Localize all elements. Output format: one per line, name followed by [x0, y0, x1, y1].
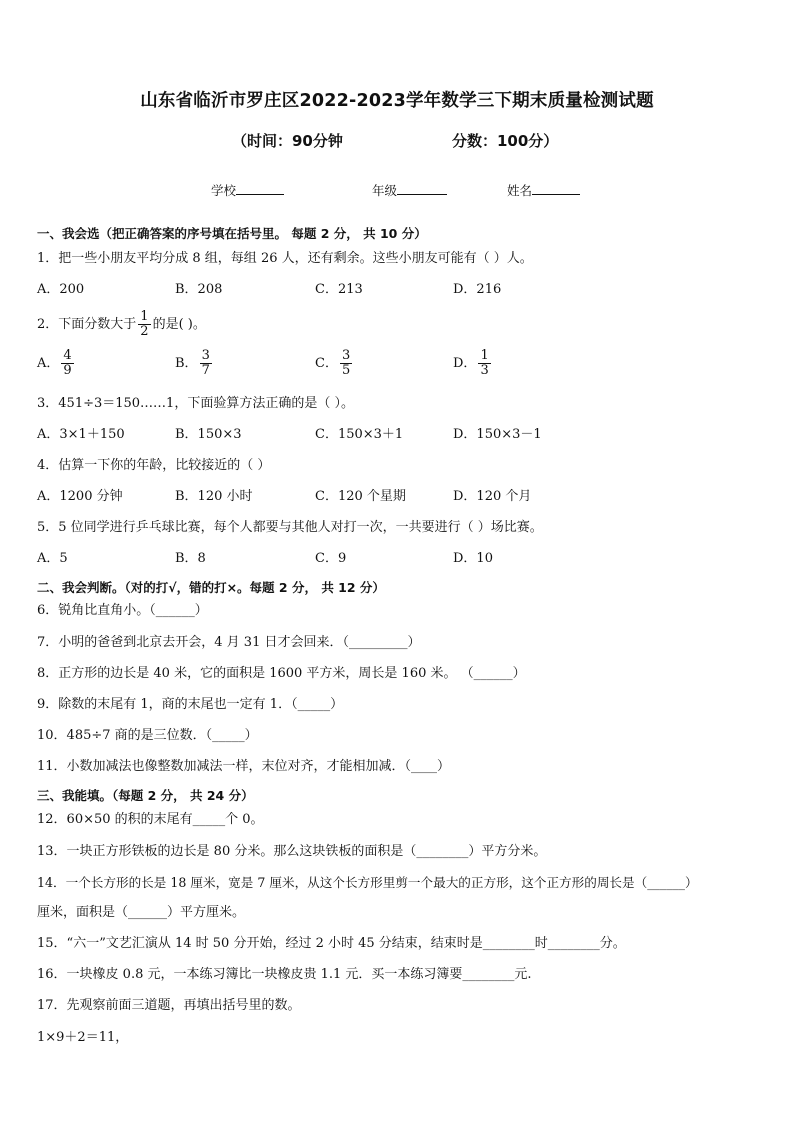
- exam-time: （时间：90分钟: [232, 132, 343, 150]
- name-label: 姓名: [507, 183, 533, 198]
- question-17: 17．先观察前面三道题，再填出括号里的数。: [37, 998, 301, 1013]
- fraction-numerator: 3: [201, 348, 210, 363]
- name-blank[interactable]: [532, 182, 580, 195]
- option-label: D．: [453, 356, 477, 371]
- fraction-numerator: 1: [480, 348, 489, 363]
- fraction-denominator: 2: [140, 324, 149, 339]
- option-label: C．: [315, 356, 338, 371]
- question-3-option-d[interactable]: D．150×3－1: [453, 427, 542, 442]
- question-4-option-b[interactable]: B．120 小时: [175, 489, 253, 504]
- school-label: 学校: [211, 183, 237, 198]
- question-3-stem: 3．451÷3＝150……1，下面验算方法正确的是（ ）。: [37, 396, 354, 411]
- question-5-option-b[interactable]: B．8: [175, 551, 206, 566]
- option-fraction: [340, 349, 352, 378]
- question-3-option-b[interactable]: B．150×3: [175, 427, 242, 442]
- question-4-option-c[interactable]: C．120 个星期: [315, 489, 406, 504]
- page-title: 山东省临沂市罗庄区2022-2023学年数学三下期末质量检测试题: [140, 91, 654, 111]
- fraction-numerator: 3: [341, 348, 351, 363]
- question-8[interactable]: 8．正方形的边长是 40 米，它的面积是 1600 平方米，周长是 160 米。 （______）: [37, 666, 526, 681]
- question-6[interactable]: 6．锐角比直角小。（______）: [37, 603, 208, 618]
- exam-score: 分数：100分）: [452, 132, 559, 150]
- question-2-option-a[interactable]: [37, 349, 76, 378]
- fraction-denominator: 7: [201, 363, 210, 378]
- question-15[interactable]: 15．“六一”文艺汇演从 14 时 50 分开始，经过 2 小时 45 分结束，结束时是________时________分。: [37, 936, 626, 951]
- question-4-option-d[interactable]: D．120 个月: [453, 489, 532, 504]
- option-label: B．: [175, 356, 198, 371]
- question-16[interactable]: 16．一块橡皮 0.8 元，一本练习簿比一块橡皮贵 1.1 元．买一本练习簿要________元.: [37, 967, 532, 982]
- question-2-option-c[interactable]: [315, 349, 354, 378]
- section-heading-choice: 一、我会选（把正确答案的序号填在括号里。 每题 2 分， 共 10 分）: [37, 226, 427, 241]
- question-11[interactable]: 11．小数加减法也像整数加减法一样，末位对齐，才能相加减．（____）: [37, 759, 451, 774]
- school-blank[interactable]: [236, 182, 284, 195]
- question-14-line-2[interactable]: 厘米，面积是（______）平方厘米。: [37, 905, 246, 920]
- fraction-numerator: 1: [140, 309, 149, 324]
- question-5-stem: 5．5 位同学进行乒乓球比赛，每个人都要与其他人对打一次，一共要进行（ ）场比赛。: [37, 520, 543, 535]
- question-9[interactable]: 9．除数的末尾有 1，商的末尾也一定有 1．（_____）: [37, 697, 344, 712]
- question-4-option-a[interactable]: A．1200 分钟: [37, 489, 123, 504]
- option-label: A．: [37, 356, 60, 371]
- question-2-stem-post: 的是( )。: [152, 317, 206, 332]
- question-5-option-a[interactable]: A．5: [37, 551, 68, 566]
- school-field: [211, 181, 284, 199]
- question-5-option-c[interactable]: C．9: [315, 551, 347, 566]
- section-heading-judge: 二、我会判断。（对的打√，错的打×。每题 2 分， 共 12 分）: [37, 580, 385, 595]
- question-17-equation-1: 1×9＋2＝11，: [37, 1030, 129, 1045]
- question-3-option-a[interactable]: A．3×1＋150: [37, 427, 125, 442]
- question-4-stem: 4．估算一下你的年龄，比较接近的（ ）: [37, 458, 271, 473]
- section-heading-fill: 三、我能填。（每题 2 分， 共 24 分）: [37, 788, 254, 803]
- question-1-option-a[interactable]: A．200: [37, 282, 85, 297]
- question-5-option-d[interactable]: D．10: [453, 551, 493, 566]
- fraction-denominator: 5: [341, 363, 351, 378]
- fraction-denominator: 3: [480, 363, 489, 378]
- question-2-option-b[interactable]: [175, 349, 214, 378]
- option-fraction: [61, 349, 73, 378]
- question-1-option-b[interactable]: B．208: [175, 282, 223, 297]
- question-2-option-d[interactable]: [453, 349, 493, 378]
- question-2-stem: [37, 310, 206, 339]
- question-1-option-d[interactable]: D．216: [453, 282, 502, 297]
- option-fraction: [478, 349, 490, 378]
- question-14-line-1[interactable]: 14．一个长方形的长是 18 厘米，宽是 7 厘米，从这个长方形里剪一个最大的正方形，这个正方形的周长是（______）: [37, 875, 698, 890]
- name-field: [507, 181, 580, 199]
- question-13[interactable]: 13．一块正方形铁板的边长是 80 分米。那么这块铁板的面积是（________）平方分米。: [37, 844, 547, 859]
- grade-label: 年级: [372, 183, 398, 198]
- question-1-option-c[interactable]: C．213: [315, 282, 363, 297]
- fraction-denominator: 9: [63, 363, 72, 378]
- question-3-option-c[interactable]: C．150×3＋1: [315, 427, 404, 442]
- question-10[interactable]: 10．485÷7 商的是三位数．（_____）: [37, 728, 258, 743]
- question-12[interactable]: 12．60×50 的积的末尾有_____个 0。: [37, 812, 264, 827]
- half-fraction: [138, 310, 150, 339]
- option-fraction: [200, 349, 212, 378]
- question-7[interactable]: 7．小明的爸爸到北京去开会，4 月 31 日才会回来．（_________）: [37, 635, 421, 650]
- grade-blank[interactable]: [397, 182, 447, 195]
- grade-field: [372, 181, 447, 199]
- question-1-stem: 1．把一些小朋友平均分成 8 组，每组 26 人，还有剩余。这些小朋友可能有（ ）人。: [37, 251, 533, 266]
- fraction-numerator: 4: [63, 348, 72, 363]
- question-2-stem-pre: 2．下面分数大于: [37, 317, 137, 332]
